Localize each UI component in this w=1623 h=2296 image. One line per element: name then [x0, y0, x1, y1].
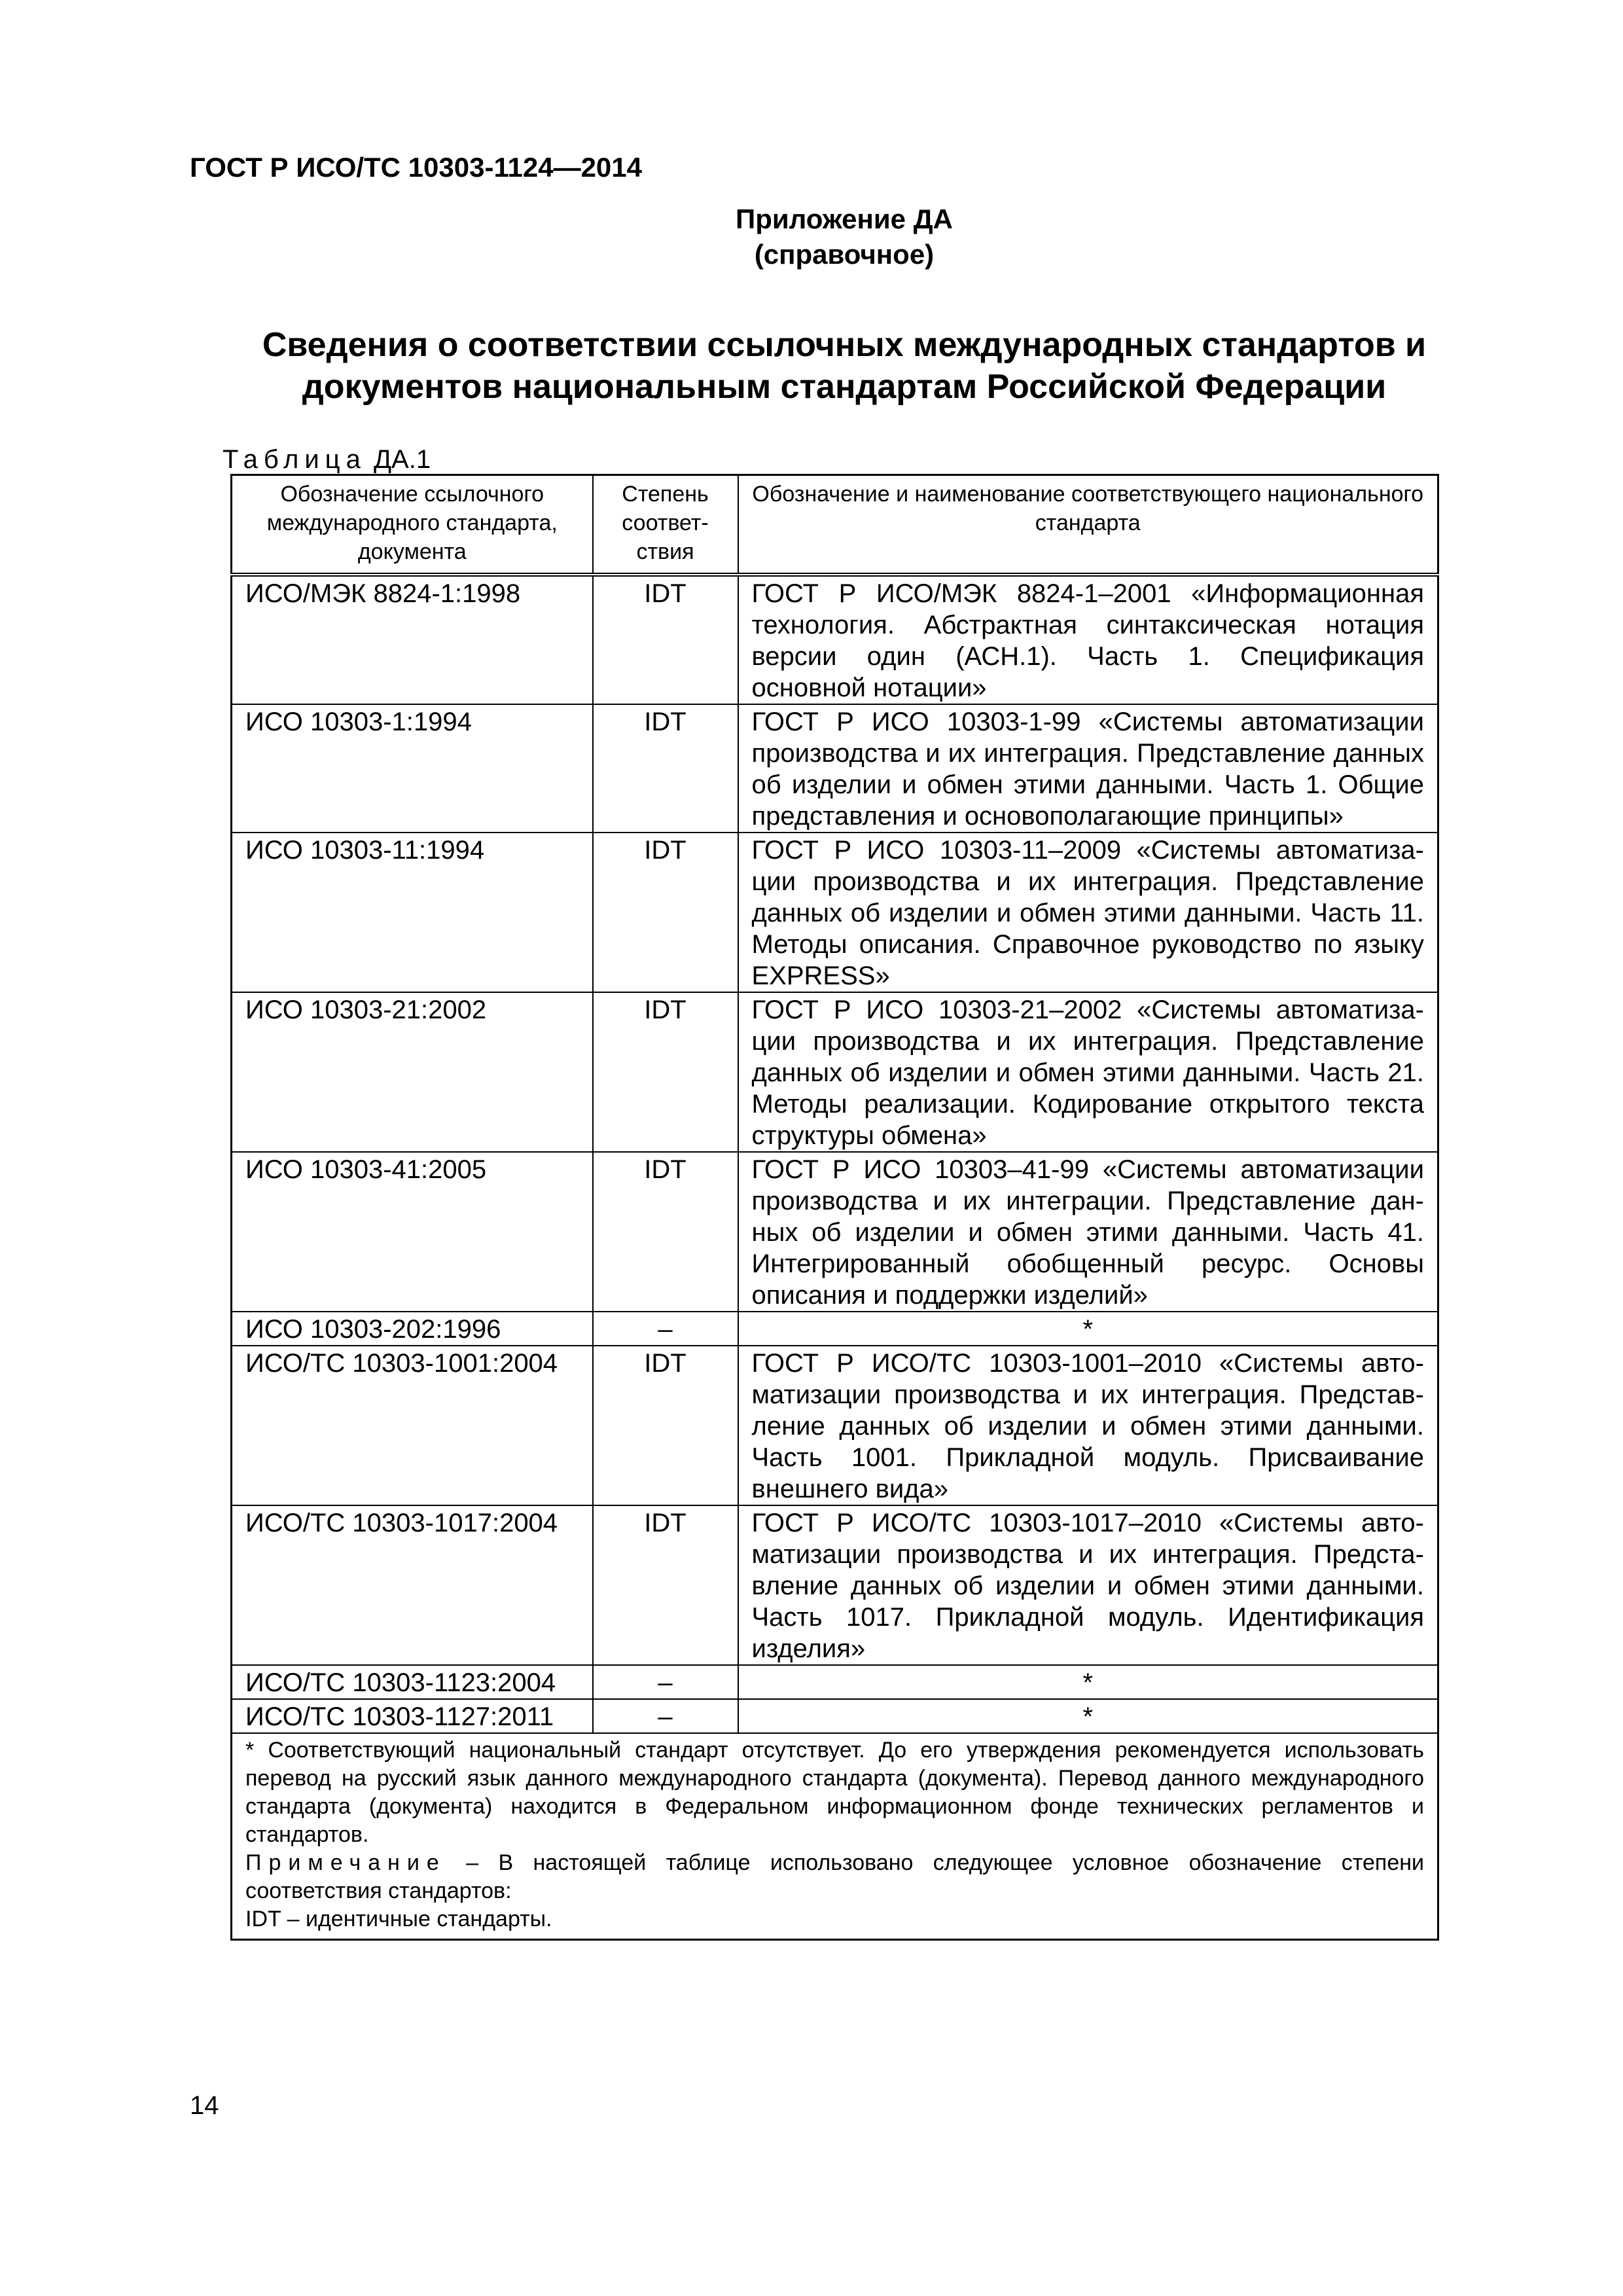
cell-degree: – — [593, 1665, 738, 1699]
correspondence-table-container — [230, 474, 1437, 1941]
cell-designation: ИСО/ТС 10303-1017:2004 — [232, 1505, 593, 1665]
cell-degree: IDT — [593, 992, 738, 1152]
cell-degree: IDT — [593, 575, 738, 704]
cell-designation: ИСО 10303-21:2002 — [232, 992, 593, 1152]
header-national-standard: Обозначение и наименование соответствующего национального стандарта — [738, 475, 1438, 575]
header-designation: Обозначение ссылочного международного стандарта, документа — [232, 475, 593, 575]
table-row — [232, 833, 1438, 992]
correspondence-table — [230, 474, 1439, 1941]
table-row — [232, 1152, 1438, 1312]
table-row — [232, 575, 1438, 704]
table-footnote — [232, 1733, 1438, 1940]
cell-degree: IDT — [593, 704, 738, 833]
appendix-title: Приложение ДА — [736, 204, 953, 234]
cell-national-standard: ГОСТ Р ИСО/ТС 10303-1001–2010 «Системы авто-матизации производства и их интеграция. Представ-ление данных об изделии и обмен этими данными. Часть 1001. Прикладной модуль. Присваивание внешнего вида» — [738, 1346, 1438, 1505]
table-row — [232, 1505, 1438, 1665]
table-row — [232, 1312, 1438, 1346]
table-caption-number: ДА.1 — [373, 445, 431, 474]
table-header-row — [232, 475, 1438, 575]
table-row — [232, 1665, 1438, 1699]
document-code: ГОСТ Р ИСО/ТС 10303-1124—2014 — [190, 152, 643, 183]
cell-degree: IDT — [593, 1346, 738, 1505]
cell-degree: – — [593, 1699, 738, 1733]
page-title-line-2: документов национальным стандартам Российской Федерации — [302, 368, 1387, 406]
cell-designation: ИСО 10303-41:2005 — [232, 1152, 593, 1312]
table-row — [232, 704, 1438, 833]
cell-designation: ИСО 10303-1:1994 — [232, 704, 593, 833]
header-degree: Степень соответ-ствия — [593, 475, 738, 575]
table-footnote-row — [232, 1733, 1438, 1940]
cell-designation: ИСО 10303-202:1996 — [232, 1312, 593, 1346]
note-word: Примечание — [245, 1850, 446, 1875]
cell-national-standard: ГОСТ Р ИСО 10303-21–2002 «Системы автоматиза-ции производства и их интеграция. Представление данных об изделии и обмен этими данными. Часть 21. Методы реализации. Кодирование открытого текста структуры обмена» — [738, 992, 1438, 1152]
cell-designation: ИСО/ТС 10303-1123:2004 — [232, 1665, 593, 1699]
cell-designation: ИСО/ТС 10303-1127:2011 — [232, 1699, 593, 1733]
cell-national-standard: ГОСТ Р ИСО/ТС 10303-1017–2010 «Системы авто-матизации производства и их интеграция. Предста-вление данных об изделии и обмен этими данными. Часть 1017. Прикладной модуль. Идентификация изделия» — [738, 1505, 1438, 1665]
table-note — [245, 1849, 1424, 1905]
cell-degree: IDT — [593, 1505, 738, 1665]
page-title-line-1: Сведения о соответствии ссылочных международных стандартов и — [262, 326, 1427, 364]
table-row — [232, 1346, 1438, 1505]
cell-national-standard: ГОСТ Р ИСО 10303-11–2009 «Системы автоматиза-ции производства и их интеграция. Представление данных об изделии и обмен этими данными. Часть 11. Методы описания. Справочное руководство по языку EXPRESS» — [738, 833, 1438, 992]
page-number: 14 — [190, 2091, 219, 2120]
note-text: – В настоящей таблице использовано следующее условное обозначение степени соответствия стандартов: — [245, 1850, 1424, 1903]
cell-national-standard: * — [738, 1699, 1438, 1733]
page-title — [0, 324, 1623, 408]
appendix-subtitle: (справочное) — [754, 239, 935, 270]
cell-degree: – — [593, 1312, 738, 1346]
table-row — [232, 992, 1438, 1152]
idt-definition: IDT – идентичные стандарты. — [245, 1907, 552, 1931]
cell-designation: ИСО/МЭК 8824-1:1998 — [232, 575, 593, 704]
table-caption — [223, 445, 431, 475]
appendix-heading — [0, 202, 1623, 272]
cell-national-standard: * — [738, 1312, 1438, 1346]
cell-designation: ИСО/ТС 10303-1001:2004 — [232, 1346, 593, 1505]
cell-national-standard: ГОСТ Р ИСО/МЭК 8824-1–2001 «Информационная технология. Абстрактная синтаксическая нотация версии один (АСН.1). Часть 1. Спецификация основной нотации» — [738, 575, 1438, 704]
table-row — [232, 1699, 1438, 1733]
footnote-text: * Соответствующий национальный стандарт отсутствует. До его утверждения рекомендуется использовать перевод на русский язык данного международного стандарта (документа). Перевод данного международного стандарта (документа) находится в Федеральном информационном фонде технических регламентов и стандартов. — [245, 1738, 1424, 1847]
cell-national-standard: ГОСТ Р ИСО 10303-1-99 «Системы автоматизации производства и их интеграция. Представление данных об изделии и обмен этими данными. Часть 1. Общие представления и основополагающие принципы» — [738, 704, 1438, 833]
cell-national-standard: * — [738, 1665, 1438, 1699]
table-caption-word: Таблица — [223, 445, 366, 474]
cell-degree: IDT — [593, 1152, 738, 1312]
cell-national-standard: ГОСТ Р ИСО 10303–41-99 «Системы автоматизации производства и их интеграции. Представление дан-ных об изделии и обмен этими данными. Часть 41. Интегрированный обобщенный ресурс. Основы описания и поддержки изделий» — [738, 1152, 1438, 1312]
cell-designation: ИСО 10303-11:1994 — [232, 833, 593, 992]
cell-degree: IDT — [593, 833, 738, 992]
